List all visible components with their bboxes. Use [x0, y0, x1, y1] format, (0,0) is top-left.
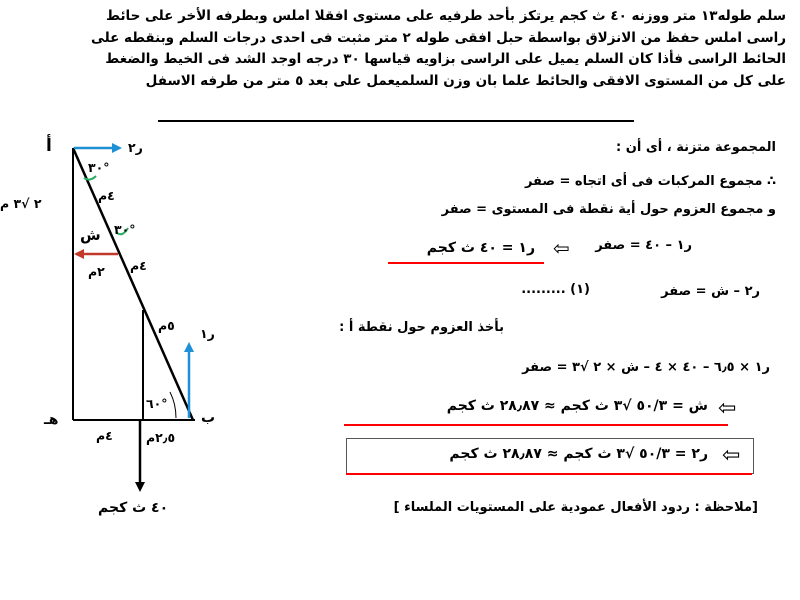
r1-label: ر١ [200, 326, 215, 341]
r2-underline [346, 473, 752, 475]
eq-r1-left: ر١ – ٤٠ = صفر [595, 238, 692, 253]
angle-30b-label: ٣٠° [114, 222, 136, 237]
eq-r2: ر٢ – ش = صفر [661, 284, 760, 299]
r1-arrowhead [184, 342, 194, 352]
length-5m-label: ٥م [158, 318, 175, 333]
eq-number-label: (١) ......... [521, 282, 590, 297]
length-4m-bottom-label: ٤م [96, 428, 113, 443]
problem-line-2: راسى املس حفظ من الانزلاق بواسطة حبل افقى طوله ٢ متر مثبت فى احدى درجات السلم وبنقطه على [90, 29, 786, 46]
implies-arrow-3: ⇦ [722, 443, 741, 468]
point-b-label: ب [201, 410, 216, 426]
equilibrium-text: المجموعة متزنة ، أى أن : [616, 140, 776, 155]
weight-arrowhead [135, 482, 145, 492]
implies-arrow-1: ⇦ [553, 236, 570, 260]
weight-label: ٤٠ ث كجم [98, 500, 169, 516]
eq-r1-result: ر١ = ٤٠ ث كجم [426, 240, 535, 256]
r1-underline [388, 262, 544, 264]
sum-moments-text: و مجموع العزوم حول أية نقطة فى المستوى = صفر [441, 202, 776, 217]
problem-line-4: على كل من المستوى الافقى والحائط علما بان وزن السلميعمل على بعد ٥ متر من طرفه الاسفل [145, 72, 786, 89]
rope-arrowhead [74, 249, 84, 259]
point-a-label: أ [46, 136, 52, 156]
r2-label: ر٢ [128, 140, 143, 155]
angle-60-label: ٦٠° [146, 396, 168, 411]
result-r2-text: ر٢ = ٥٠/٣ √٣ ث كجم ≈ ٢٨٫٨٧ ث كجم [449, 446, 708, 462]
s-underline [344, 424, 728, 426]
result-s-text: ش = ٥٠/٣ √٣ ث كجم ≈ ٢٨٫٨٧ ث كجم [446, 398, 708, 414]
problem-line-1: سلم طوله١٣ متر ووزنه ٤٠ ث كجم يرتكز بأحد طرفيه على مستوى افقلا املس وبطرفه الأخر على حائط [105, 8, 786, 24]
length-2m-label: ٢م [88, 264, 105, 279]
length-4m-b-label: ٤م [130, 258, 147, 273]
sum-components-text: ∴ مجموع المركبات فى أى اتجاه = صفر [524, 174, 776, 189]
r2-arrowhead [112, 143, 122, 153]
angle-arc-bottom [170, 392, 176, 418]
ladder-line [73, 148, 193, 420]
angle-30-label: ٣٠° [88, 160, 110, 175]
length-25m-label: ٢٫٥م [146, 430, 176, 445]
problem-line-3: الحائط الراسى فأذا كان السلم يميل على الراسى بزاويه قياسها ٣٠ درجه اوجد الشد فى الخيط والضغط [105, 51, 786, 67]
length-2root3-label: ٢ √٣ م [0, 196, 42, 211]
moment-equation: ر١ × ٦٫٥ – ٤٠ × ٤ – ش × ٢ √٣ = صفر [522, 360, 770, 375]
note-text: [ملاحظة : ردود الأفعال عمودية على المستويات الملساء ] [393, 500, 758, 515]
tension-s-label: ش [80, 226, 101, 244]
implies-arrow-2: ⇦ [718, 396, 737, 421]
moments-about-text: بأخذ العزوم حول نقطة أ : [339, 320, 504, 335]
length-4m-a-label: ٤م [98, 188, 115, 203]
point-c-label: هـ [44, 412, 59, 428]
